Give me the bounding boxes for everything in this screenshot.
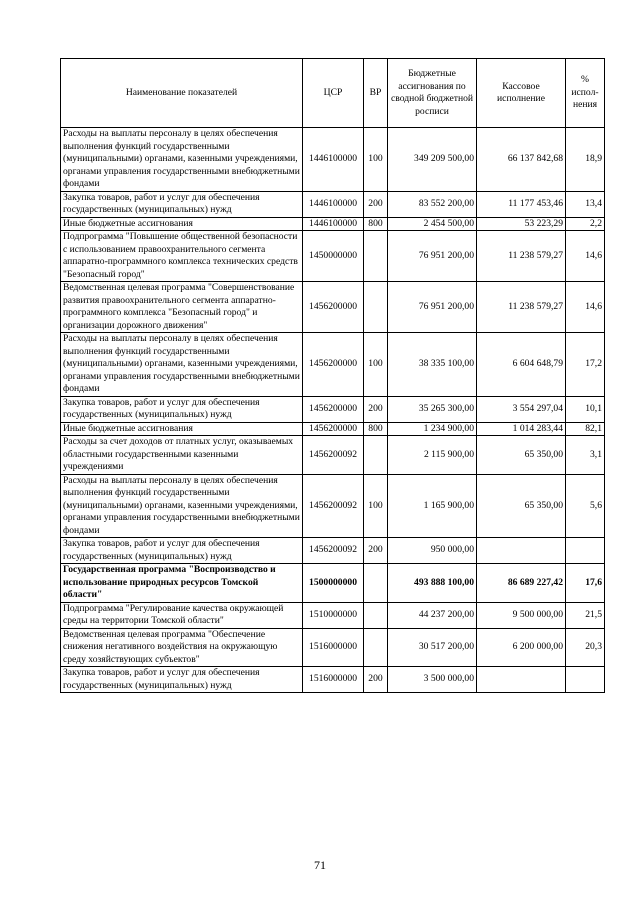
row-budget: 76 951 200,00 — [388, 282, 477, 333]
table-row-program-total — [61, 564, 605, 603]
row-vr: 200 — [364, 191, 388, 217]
row-csr: 1456200000 — [303, 396, 364, 422]
row-percent: 3,1 — [566, 436, 605, 475]
table-row — [61, 333, 605, 397]
table-row — [61, 422, 605, 436]
row-name: Закупка товаров, работ и услуг для обеспечения государственных (муниципальных) нужд — [61, 667, 303, 693]
row-budget: 44 237 200,00 — [388, 602, 477, 628]
row-cash: 66 137 842,68 — [477, 128, 566, 192]
row-csr: 1456200092 — [303, 436, 364, 475]
row-cash: 11 238 579,27 — [477, 231, 566, 282]
row-vr — [364, 602, 388, 628]
row-csr: 1446100000 — [303, 191, 364, 217]
row-percent: 14,6 — [566, 231, 605, 282]
row-name: Ведомственная целевая программа "Обеспечение снижения негативного воздействия на окружающую среду хозяйствующих субъектов" — [61, 628, 303, 667]
row-budget: 3 500 000,00 — [388, 667, 477, 693]
row-name: Подпрограмма "Повышение общественной безопасности с использованием правоохранительного сегмента аппаратно-программного комплекса технических средств "Безопасный город" — [61, 231, 303, 282]
row-percent: 2,2 — [566, 217, 605, 231]
row-cash: 53 223,29 — [477, 217, 566, 231]
row-vr: 800 — [364, 217, 388, 231]
row-cash: 6 200 000,00 — [477, 628, 566, 667]
table-row — [61, 217, 605, 231]
row-percent: 5,6 — [566, 474, 605, 538]
header-name: Наименование показателей — [61, 59, 303, 128]
row-name: Государственная программа "Воспроизводство и использование природных ресурсов Томской области" — [61, 564, 303, 603]
table-row — [61, 602, 605, 628]
row-vr: 100 — [364, 474, 388, 538]
table-row — [61, 474, 605, 538]
row-budget: 30 517 200,00 — [388, 628, 477, 667]
table-row — [61, 191, 605, 217]
row-percent — [566, 538, 605, 564]
row-name: Расходы за счет доходов от платных услуг, оказываемых областными государственными казенными учреждениями — [61, 436, 303, 475]
row-cash — [477, 667, 566, 693]
row-budget: 1 165 900,00 — [388, 474, 477, 538]
row-cash: 65 350,00 — [477, 436, 566, 475]
row-percent — [566, 667, 605, 693]
row-name: Иные бюджетные ассигнования — [61, 422, 303, 436]
row-csr: 1456200092 — [303, 474, 364, 538]
row-vr — [364, 564, 388, 603]
header-vr: ВР — [364, 59, 388, 128]
table-header-row — [61, 59, 605, 128]
row-cash: 11 177 453,46 — [477, 191, 566, 217]
row-percent: 13,4 — [566, 191, 605, 217]
row-csr: 1456200000 — [303, 282, 364, 333]
row-vr: 100 — [364, 333, 388, 397]
row-vr — [364, 282, 388, 333]
row-percent: 17,2 — [566, 333, 605, 397]
row-vr: 200 — [364, 538, 388, 564]
row-vr: 100 — [364, 128, 388, 192]
row-name: Расходы на выплаты персоналу в целях обеспечения выполнения функций государственными (муниципальными) органами, казенными учреждениями, органами управления государственными внебюджетными фондами — [61, 474, 303, 538]
table-row — [61, 436, 605, 475]
table-row — [61, 667, 605, 693]
row-percent: 10,1 — [566, 396, 605, 422]
row-name: Расходы на выплаты персоналу в целях обеспечения выполнения функций государственными (муниципальными) органами, казенными учреждениями, органами управления государственными внебюджетными фондами — [61, 333, 303, 397]
row-csr: 1510000000 — [303, 602, 364, 628]
row-csr: 1500000000 — [303, 564, 364, 603]
row-percent: 17,6 — [566, 564, 605, 603]
row-name: Закупка товаров, работ и услуг для обеспечения государственных (муниципальных) нужд — [61, 538, 303, 564]
row-budget: 950 000,00 — [388, 538, 477, 564]
header-cash: Кассовое исполнение — [477, 59, 566, 128]
header-budget: Бюджетные ассигнования по сводной бюджетной росписи — [388, 59, 477, 128]
row-percent: 18,9 — [566, 128, 605, 192]
row-csr: 1456200092 — [303, 538, 364, 564]
row-csr: 1446100000 — [303, 128, 364, 192]
row-budget: 2 115 900,00 — [388, 436, 477, 475]
row-cash: 9 500 000,00 — [477, 602, 566, 628]
row-name: Закупка товаров, работ и услуг для обеспечения государственных (муниципальных) нужд — [61, 191, 303, 217]
row-vr: 200 — [364, 396, 388, 422]
row-name: Закупка товаров, работ и услуг для обеспечения государственных (муниципальных) нужд — [61, 396, 303, 422]
row-vr — [364, 231, 388, 282]
table-row — [61, 128, 605, 192]
row-cash: 6 604 648,79 — [477, 333, 566, 397]
row-budget: 76 951 200,00 — [388, 231, 477, 282]
row-budget: 493 888 100,00 — [388, 564, 477, 603]
row-vr — [364, 436, 388, 475]
page-number: 71 — [314, 858, 326, 872]
row-csr: 1446100000 — [303, 217, 364, 231]
row-percent: 14,6 — [566, 282, 605, 333]
header-csr: ЦСР — [303, 59, 364, 128]
row-percent: 21,5 — [566, 602, 605, 628]
table-row — [61, 396, 605, 422]
row-budget: 349 209 500,00 — [388, 128, 477, 192]
row-name: Подпрограмма "Регулирование качества окружающей среды на территории Томской области" — [61, 602, 303, 628]
row-vr — [364, 628, 388, 667]
row-csr: 1516000000 — [303, 628, 364, 667]
row-csr: 1516000000 — [303, 667, 364, 693]
row-name: Расходы на выплаты персоналу в целях обеспечения выполнения функций государственными (муниципальными) органами, казенными учреждениями, органами управления государственными внебюджетными фондами — [61, 128, 303, 192]
row-csr: 1456200000 — [303, 422, 364, 436]
row-cash: 1 014 283,44 — [477, 422, 566, 436]
row-percent: 20,3 — [566, 628, 605, 667]
row-cash: 11 238 579,27 — [477, 282, 566, 333]
row-budget: 38 335 100,00 — [388, 333, 477, 397]
table-row — [61, 282, 605, 333]
row-percent: 82,1 — [566, 422, 605, 436]
row-vr: 800 — [364, 422, 388, 436]
row-cash: 65 350,00 — [477, 474, 566, 538]
row-vr: 200 — [364, 667, 388, 693]
row-budget: 1 234 900,00 — [388, 422, 477, 436]
row-budget: 83 552 200,00 — [388, 191, 477, 217]
row-cash: 3 554 297,04 — [477, 396, 566, 422]
table-row — [61, 231, 605, 282]
row-cash — [477, 538, 566, 564]
row-budget: 35 265 300,00 — [388, 396, 477, 422]
row-budget: 2 454 500,00 — [388, 217, 477, 231]
row-csr: 1456200000 — [303, 333, 364, 397]
table-row — [61, 538, 605, 564]
budget-execution-table — [60, 58, 605, 693]
row-csr: 1450000000 — [303, 231, 364, 282]
row-cash: 86 689 227,42 — [477, 564, 566, 603]
row-name: Ведомственная целевая программа "Совершенствование развития правоохранительного сегмента аппаратно-программного комплекса "Безопасный город" и организации дорожного движения" — [61, 282, 303, 333]
row-name: Иные бюджетные ассигнования — [61, 217, 303, 231]
table-row — [61, 628, 605, 667]
header-percent: % испол-нения — [566, 59, 605, 128]
